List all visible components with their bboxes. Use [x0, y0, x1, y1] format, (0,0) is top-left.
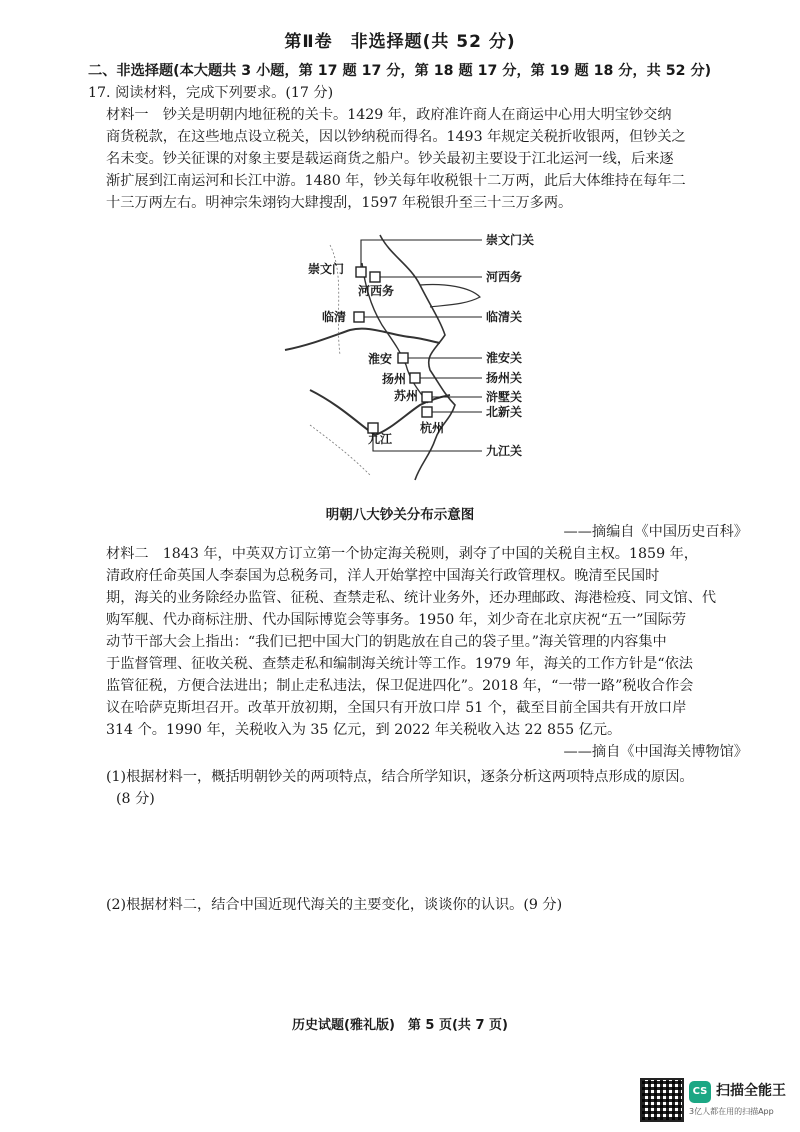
sub-question-1-score: (8 分)	[116, 791, 155, 807]
marker-huaian	[398, 353, 408, 363]
map-label-huaian-guan: 淮安关	[486, 351, 523, 365]
marker-hangzhou	[422, 407, 432, 417]
map-label-hexiwu-guan: 河西务	[486, 270, 523, 284]
map-label-chongwenmen-guan: 崇文门关	[486, 233, 535, 247]
map-label-hangzhou: 杭州	[420, 421, 445, 435]
material-2-line: 于监督管理、征收关税、查禁走私和编制海关统计等工作。1979 年，海关的工作方针是“依法	[106, 656, 693, 672]
map-label-chongwenmen: 崇文门	[308, 262, 345, 276]
map-label-hexiwu: 河西务	[358, 284, 395, 298]
question-17-stem: 17. 阅读材料，完成下列要求。(17 分)	[88, 85, 334, 101]
part-heading: 二、非选择题(本大题共 3 小题，第 17 题 17 分，第 18 题 17 分，第 19 题 18 分，共 52 分)	[88, 63, 712, 79]
material-2-line: 动节干部大会上指出：“我们已把中国大门的钥匙放在自己的袋子里。”海关管理的内容集中	[106, 634, 667, 650]
sub-question-2: (2)根据材料二，结合中国近现代海关的主要变化，谈谈你的认识。(9 分)	[106, 897, 563, 913]
scanner-app-name: 扫描全能王	[716, 1083, 786, 1099]
map-label-linqing: 临清	[322, 310, 347, 324]
material-2-line: 议在哈萨克斯坦召开。改革开放初期，全国只有开放口岸 51 个，截至目前全国共有开放口岸	[106, 700, 687, 716]
marker-chongwenmen	[356, 267, 366, 277]
map-label-huaian: 淮安	[368, 352, 393, 366]
scanner-tagline: 3亿人都在用的扫描App	[689, 1107, 774, 1116]
map-label-suzhou: 苏州	[394, 389, 419, 403]
material-2-line: 期，海关的业务除经办监管、征税、查禁走私、统计业务外，还办理邮政、海港检疫、同文馆、代	[106, 590, 717, 606]
page-footer: 历史试题(雅礼版) 第 5 页(共 7 页)	[292, 1018, 508, 1033]
map-caption: 明朝八大钞关分布示意图	[325, 507, 475, 523]
qr-code	[640, 1078, 684, 1122]
material-2-line: 清政府任命英国人李泰国为总税务司，洋人开始掌控中国海关行政管理权。晚清至民国时	[106, 568, 660, 584]
material-1-line: 渐扩展到江南运河和长江中游。1480 年，钞关每年收税银十二万两，此后大体维持在每年二	[106, 173, 686, 189]
boundary-lines	[310, 245, 370, 475]
marker-hexiwu	[370, 272, 380, 282]
material-1-line: 十三万两左右。明神宗朱翊钧大肆搜刮，1597 年税银升至三十三万多两。	[106, 195, 573, 211]
material-2-line: 314 个。1990 年，关税收入为 35 亿元，到 2022 年关税收入达 22 855 亿元。	[106, 722, 622, 738]
section-title: 第Ⅱ卷 非选择题(共 52 分)	[284, 32, 516, 52]
map-label-hushu-guan: 浒墅关	[486, 390, 523, 404]
map-label-jiujiang: 九江	[368, 432, 393, 446]
marker-suzhou	[422, 392, 432, 402]
sub-question-1: (1)根据材料一，概括明朝钞关的两项特点，结合所学知识，逐条分析这两项特点形成的原因。	[106, 769, 694, 785]
map-label-yangzhou-guan: 扬州关	[486, 371, 523, 385]
camscanner-logo-icon: CS	[689, 1081, 711, 1103]
material-1-line: 材料一 钞关是明朝内地征税的关卡。1429 年，政府准许商人在商运中心用大明宝钞交纳	[106, 107, 672, 123]
map-label-linqing-guan: 临清关	[486, 310, 523, 324]
yellow-river	[285, 329, 440, 350]
material-2-line: 材料二 1843 年，中英双方订立第一个协定海关税则，剥夺了中国的关税自主权。1859 年，	[106, 546, 698, 562]
material-2-line: 购军舰、代办商标注册、代办国际博览会等事务。1950 年，刘少奇在北京庆祝“五一”国际劳	[106, 612, 687, 628]
marker-yangzhou	[410, 373, 420, 383]
map-label-yangzhou: 扬州	[382, 372, 407, 386]
material-1-line: 商货税款，在这些地点设立税关，因以钞纳税而得名。1493 年规定关税折收银两，但钞关之	[106, 129, 686, 145]
map-label-beixin-guan: 北新关	[486, 405, 523, 419]
material-2-line: 监管征税，方便合法进出；制止走私违法，保卫促进四化”。2018 年，“一带一路”税收合作会	[106, 678, 694, 694]
map-label-jiujiang-guan: 九江关	[486, 444, 523, 458]
ming-customs-map	[270, 225, 570, 497]
marker-linqing	[354, 312, 364, 322]
material-1-source: ——摘编自《中国历史百科》	[563, 524, 748, 540]
material-2-source: ——摘自《中国海关博物馆》	[563, 744, 748, 760]
material-1-line: 名未变。钞关征课的对象主要是载运商货之船户。钞关最初主要设于江北运河一线，后来逐	[106, 151, 674, 167]
